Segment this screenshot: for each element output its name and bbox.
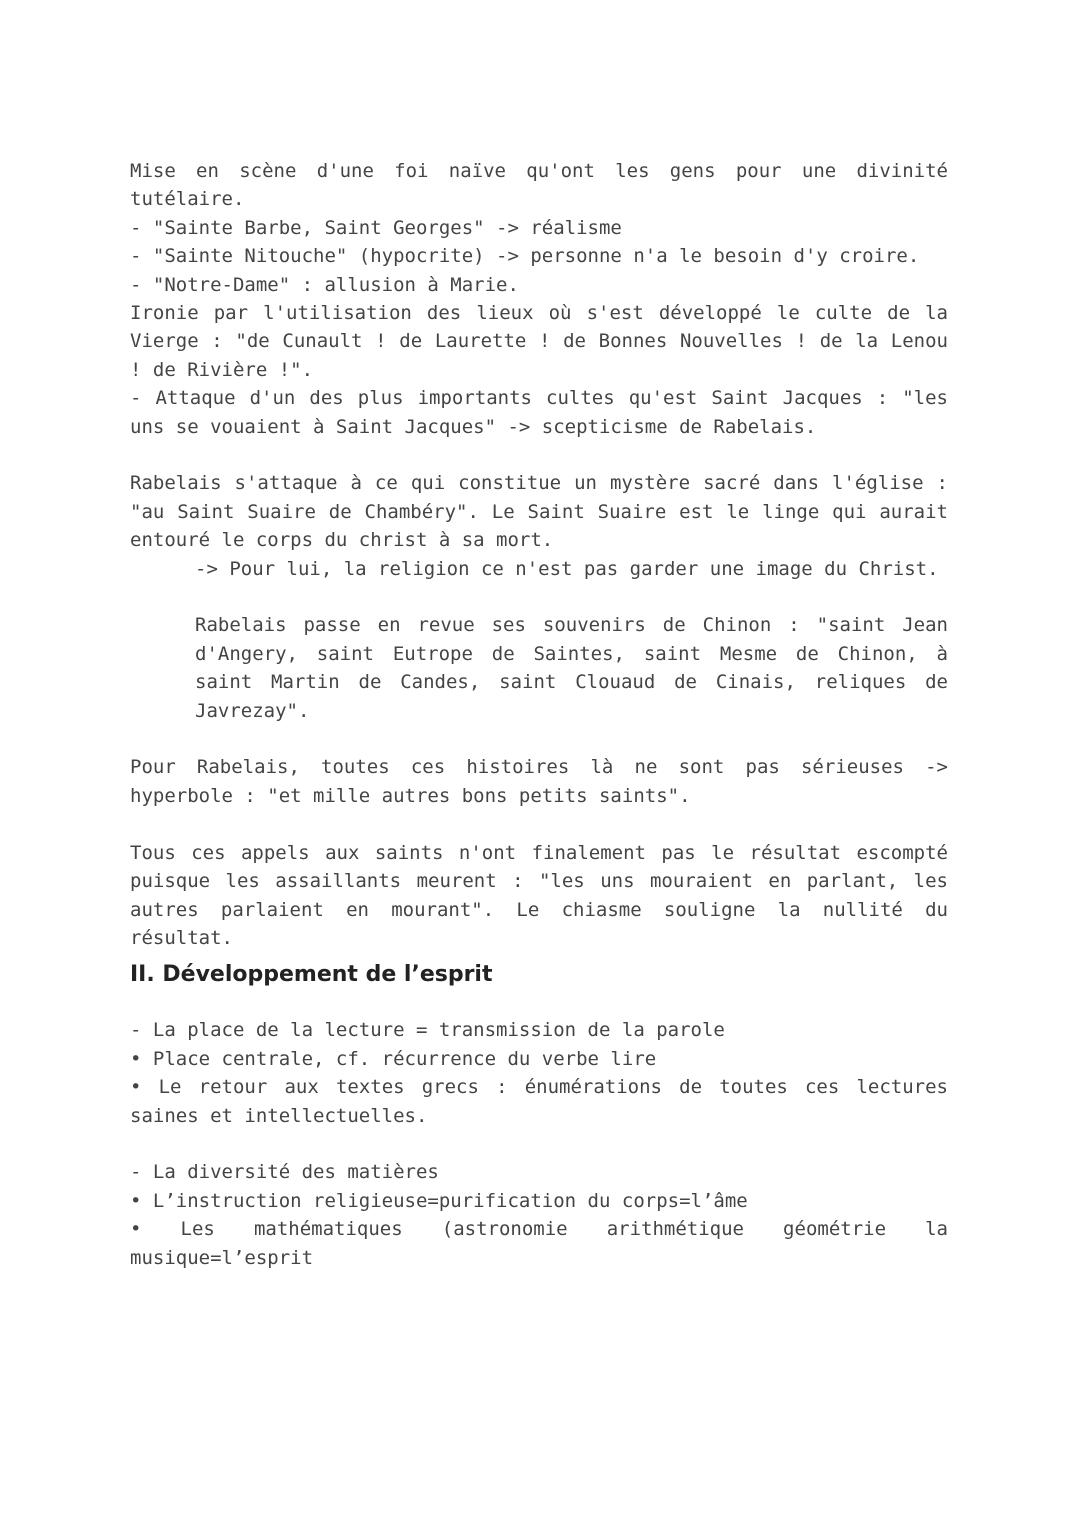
bullet-mathematiques: • Les mathématiques (astronomie arithmétique géométrie la musique=l’esprit [130, 1218, 948, 1269]
spacer [130, 583, 948, 611]
bullet-notre-dame: - "Notre-Dame" : allusion à Marie. [130, 273, 519, 296]
bullet-place-lecture: - La place de la lecture = transmission de la parole [130, 1019, 725, 1042]
paragraph-chiasme: Tous ces appels aux saints n'ont finalement pas le résultat escompté puisque les assaillants meurent : "les uns mouraient en parlant, les autres parlaient en mourant". Le chiasme souligne la nullité du résultat. [130, 841, 948, 949]
bullet-diversite-matieres: - La diversité des matières [130, 1161, 439, 1184]
bullet-place-centrale: • Place centrale, cf. récurrence du verbe lire [130, 1047, 657, 1070]
bullet-saint-jacques: - Attaque d'un des plus importants cultes qu'est Saint Jacques : "les uns se vouaient à Saint Jacques" -> scepticisme de Rabelais. [130, 387, 948, 438]
paragraph-saint-suaire: Rabelais s'attaque à ce qui constitue un mystère sacré dans l'église : "au Saint Suaire de Chambéry". Le Saint Suaire est le linge qui aurait entouré le corps du christ à sa mort. [130, 472, 948, 552]
paragraph-image-christ: -> Pour lui, la religion ce n'est pas garder une image du Christ. [195, 557, 939, 580]
spacer [130, 725, 948, 753]
bullet-instruction-religieuse: • L’instruction religieuse=purification du corps=l’âme [130, 1189, 748, 1212]
bullet-sainte-nitouche: - "Sainte Nitouche" (hypocrite) -> personne n'a le besoin d'y croire. [130, 245, 920, 268]
document-page [130, 157, 948, 1272]
paragraph-hyperbole: Pour Rabelais, toutes ces histoires là ne sont pas sérieuses -> hyperbole : "et mille autres bons petits saints". [130, 756, 948, 807]
bullet-textes-grecs: • Le retour aux textes grecs : énumérations de toutes ces lectures saines et intellectuelles. [130, 1076, 948, 1127]
bullet-sainte-barbe: - "Sainte Barbe, Saint Georges" -> réalisme [130, 216, 622, 239]
paragraph-souvenirs-chinon: Rabelais passe en revue ses souvenirs de Chinon : "saint Jean d'Angery, saint Eutrope de Saintes, saint Mesme de Chinon, à saint Martin de Candes, saint Clouaud de Cinais, reliques de Javrezay". [195, 614, 948, 722]
spacer [130, 992, 948, 1016]
spacer [130, 441, 948, 469]
paragraph-naive-faith: Mise en scène d'une foi naïve qu'ont les gens pour une divinité tutélaire. [130, 160, 948, 211]
spacer [130, 1130, 948, 1158]
paragraph-irony-places: Ironie par l'utilisation des lieux où s'est développé le culte de la Vierge : "de Cunault ! de Laurette ! de Bonnes Nouvelles ! de la Lenou ! de Rivière !". [130, 302, 948, 381]
spacer [130, 810, 948, 838]
section-heading: II. Développement de l’esprit [130, 962, 493, 988]
